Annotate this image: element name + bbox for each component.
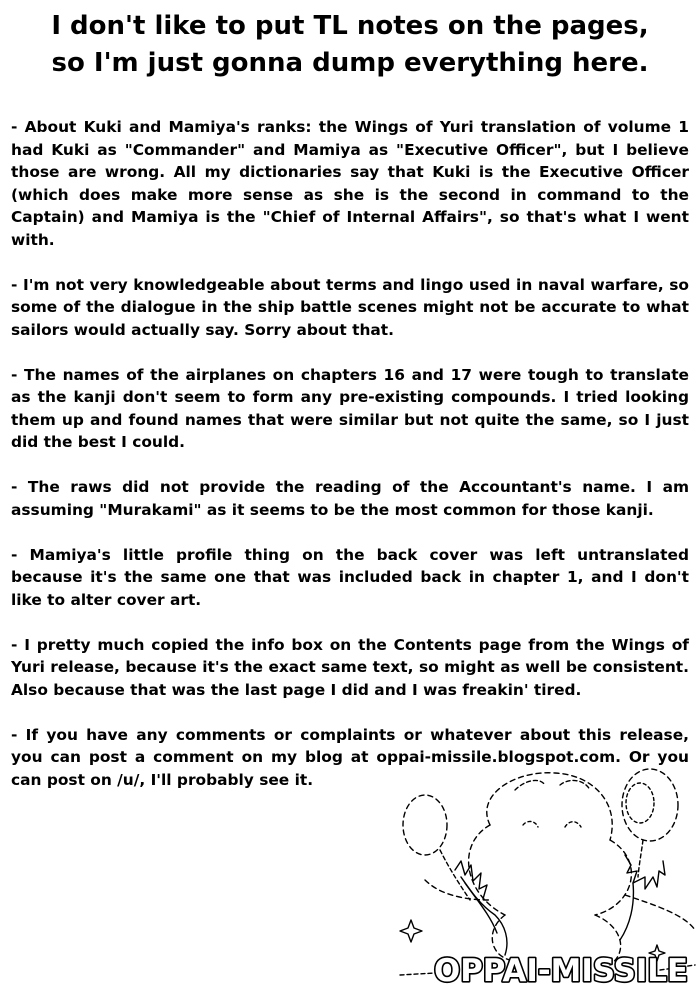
title-line-1: I don't like to put TL notes on the pages, xyxy=(51,11,649,41)
note-back-cover: - Mamiya's little profile thing on the back cover was left untranslated because it's the same one that was included back in chapter 1, and I don't like to alter cover art. xyxy=(11,545,689,609)
note-ranks: - About Kuki and Mamiya's ranks: the Wings of Yuri translation of volume 1 had Kuki as "Commander" and Mamiya as "Executive Officer", but I believe those are wrong. All my dictionaries say that Kuki is the Executive Officer (which does make more sense as she is the second in command to the Captain) and Mamiya is the "Chief of Internal Affairs", so that's what I went with. xyxy=(11,118,689,249)
page-title xyxy=(20,8,680,82)
note-accountant-name: - The raws did not provide the reading of the Accountant's name. I am assuming "Murakami" as it seems to be the most common for those kanji. xyxy=(11,478,689,519)
oppai-missile-logo xyxy=(430,946,692,990)
svg-text:OPPAI-MISSILE: OPPAI-MISSILE xyxy=(434,953,688,989)
title-line-2: so I'm just gonna dump everything here. xyxy=(51,48,649,78)
note-contact: - If you have any comments or complaints or whatever about this release, you can post a comment on my blog at oppai-missile.blogspot.com. Or you can post on /u/, I'll probably see it. xyxy=(11,725,689,789)
note-naval-terms: - I'm not very knowledgeable about terms and lingo used in naval warfare, so some of the dialogue in the ship battle scenes might not be accurate to what sailors would actually say. Sorry about that. xyxy=(11,275,689,339)
note-airplane-names: - The names of the airplanes on chapters 16 and 17 were tough to translate as the kanji don't seem to form any pre-existing compounds. I tried looking them up and found names that were similar but not quite the same, so I just did the best I could. xyxy=(11,365,689,451)
tl-notes-list xyxy=(11,116,689,814)
note-contents-page: - I pretty much copied the info box on the Contents page from the Wings of Yuri release, because it's the exact same text, so might as well be consistent. Also because that was the last page I did and I was freakin' tired. xyxy=(11,635,689,699)
